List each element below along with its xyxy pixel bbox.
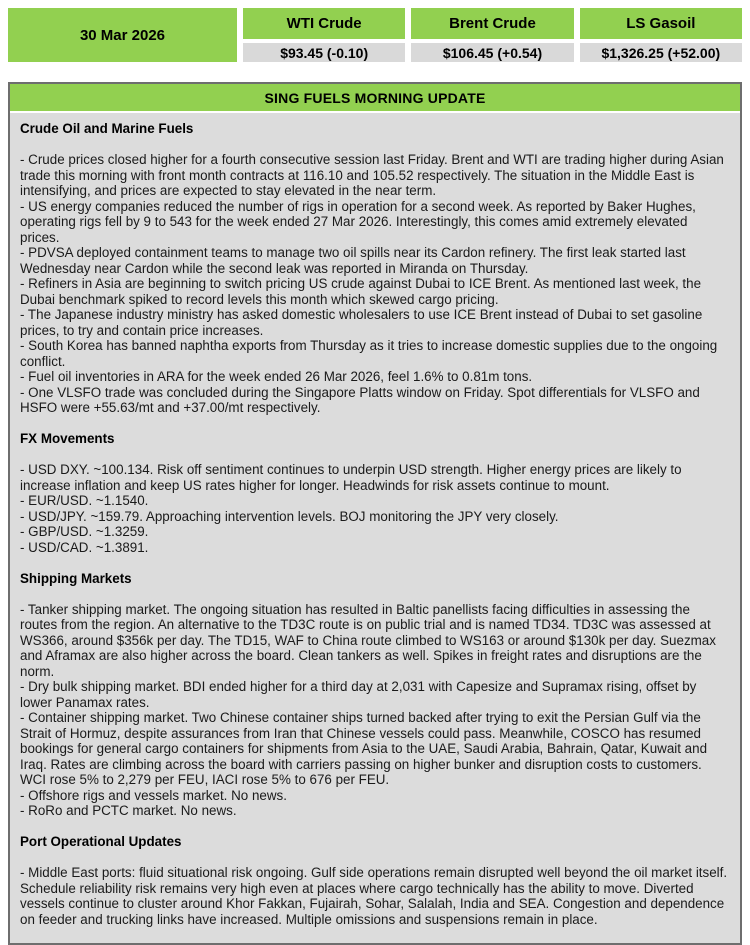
section-bullets [20,152,730,416]
section-bullets [20,462,730,555]
quote-value-brent: $106.45 (+0.54) [411,43,573,62]
quote-column-brent [411,8,573,62]
section-heading: Crude Oil and Marine Fuels [20,121,194,136]
quote-name-wti: WTI Crude [243,8,405,39]
section-port-operational-updates [20,834,730,927]
quote-value-gasoil: $1,326.25 (+52.00) [580,43,742,62]
bullet-line: - GBP/USD. ~1.3259. [20,524,149,539]
bullet-line: - PDVSA deployed containment teams to manage two oil spills near its Cardon refinery. The first leak started last Wednesday near Cardon while the second leak was reported in Miranda on Thursday. [20,245,686,276]
bullet-line: - Dry bulk shipping market. BDI ended higher for a third day at 2,031 with Capesize and Supramax rising, offset by lower Panamax rates. [20,679,697,710]
quote-name-gasoil: LS Gasoil [580,8,742,39]
bullet-line: - South Korea has banned naphtha exports from Thursday as it tries to increase domestic supplies due to the ongoing conflict. [20,338,718,369]
section-bullets [20,865,730,927]
quote-column-gasoil [580,8,742,62]
bullet-line: - Middle East ports: fluid situational risk ongoing. Gulf side operations remain disrupted well beyond the oil market itself. Schedule reliability risk remains very high even at places where cargo technically has the ability to move. Diverted vessels continue to cluster around Khor Fakkan, Fujairah, Sohar, Salalah, India and SEA. Congestion and dependence on feeder and trucking links have increased. Multiple omissions and suspensions remain in place. [20,865,728,927]
bullet-line: - USD/CAD. ~1.3891. [20,539,149,555]
bullet-line: - Fuel oil inventories in ARA for the week ended 26 Mar 2026, feel 1.6% to 0.81m tons. [20,369,533,384]
bullet-line: - Tanker shipping market. The ongoing situation has resulted in Baltic panellists facing difficulties in assessing the routes from the region. An alternative to the TD3C route is on public trial and is named TD34. TD3C was assessed at WS366, around $356k per day. The TD15, WAF to China route climbed to WS163 or around $130k per day. Suezmax and Aframax are also higher across the board. Clean tankers as well. Spikes in freight rates and disruptions are the norm. [20,601,716,679]
bullet-line: - RoRo and PCTC market. No news. [20,803,237,818]
bullet-line: - Container shipping market. Two Chinese container ships turned backed after trying to exit the Persian Gulf via the Strait of Hormuz, despite assurances from Iran that Chinese vessels could pass. Meanwhile, COSCO has resumed bookings for general cargo containers for shipments from Asia to the UAE, Saudi Arabia, Bahrain, Qatar, Kuwait and Iraq. Rates are climbing across the board with carriers passing on higher bunker and disruption costs to customers. WCI rose 5% to 2,279 per FEU, IACI rose 5% to 676 per FEU. [20,710,708,787]
bullet-line: - Refiners in Asia are beginning to switch pricing US crude against Dubai to ICE Brent. As mentioned last week, the Dubai benchmark spiked to record levels this month which skewed cargo pricing. [20,276,702,307]
bullet-line: - EUR/USD. ~1.1540. [20,493,149,508]
section-heading: FX Movements [20,431,115,446]
report-date: 30 Mar 2026 [8,8,237,62]
morning-update-report [8,82,742,945]
section-heading: Shipping Markets [20,570,132,586]
quote-column-wti [243,8,405,62]
bullet-line: - Offshore rigs and vessels market. No news. [20,787,287,803]
bullet-line: - USD/JPY. ~159.79. Approaching intervention levels. BOJ monitoring the JPY very closely. [20,508,559,524]
section-crude-oil-and-marine-fuels [20,121,730,416]
bullet-line: - One VLSFO trade was concluded during the Singapore Platts window on Friday. Spot differentials for VLSFO and HSFO were +55.63/mt and +37.00/mt respectively. [20,384,700,415]
section-fx-movements [20,431,730,555]
bullet-line: - USD DXY. ~100.134. Risk off sentiment continues to underpin USD strength. Higher energy prices are likely to increase inflation and keep US rates higher for longer. Headwinds for risk assets continue to mount. [20,462,682,493]
section-shipping-markets [20,571,730,819]
bullet-line: - US energy companies reduced the number of rigs in operation for a second week. As reported by Baker Hughes, operating rigs fell by 9 to 543 for the week ended 27 Mar 2026. Interestingly, this comes amid extremely elevated prices. [20,198,696,245]
market-quote-bar [8,8,742,62]
bullet-line: - Crude prices closed higher for a fourth consecutive session last Friday. Brent and WTI are trading higher during Asian trade this morning with front month contracts at 116.10 and 105.52 respectively. The situation in the Middle East is intensifying, and prices are expected to stay elevated in the near term. [20,152,724,198]
section-bullets [20,602,730,819]
report-body [10,113,740,943]
section-heading: Port Operational Updates [20,834,182,849]
quote-name-brent: Brent Crude [411,8,573,39]
bullet-line: - The Japanese industry ministry has asked domestic wholesalers to use ICE Brent instead of Dubai to set gasoline prices, to try and contain price increases. [20,307,703,338]
report-title-banner: SING FUELS MORNING UPDATE [10,84,740,113]
quote-value-wti: $93.45 (-0.10) [243,43,405,62]
